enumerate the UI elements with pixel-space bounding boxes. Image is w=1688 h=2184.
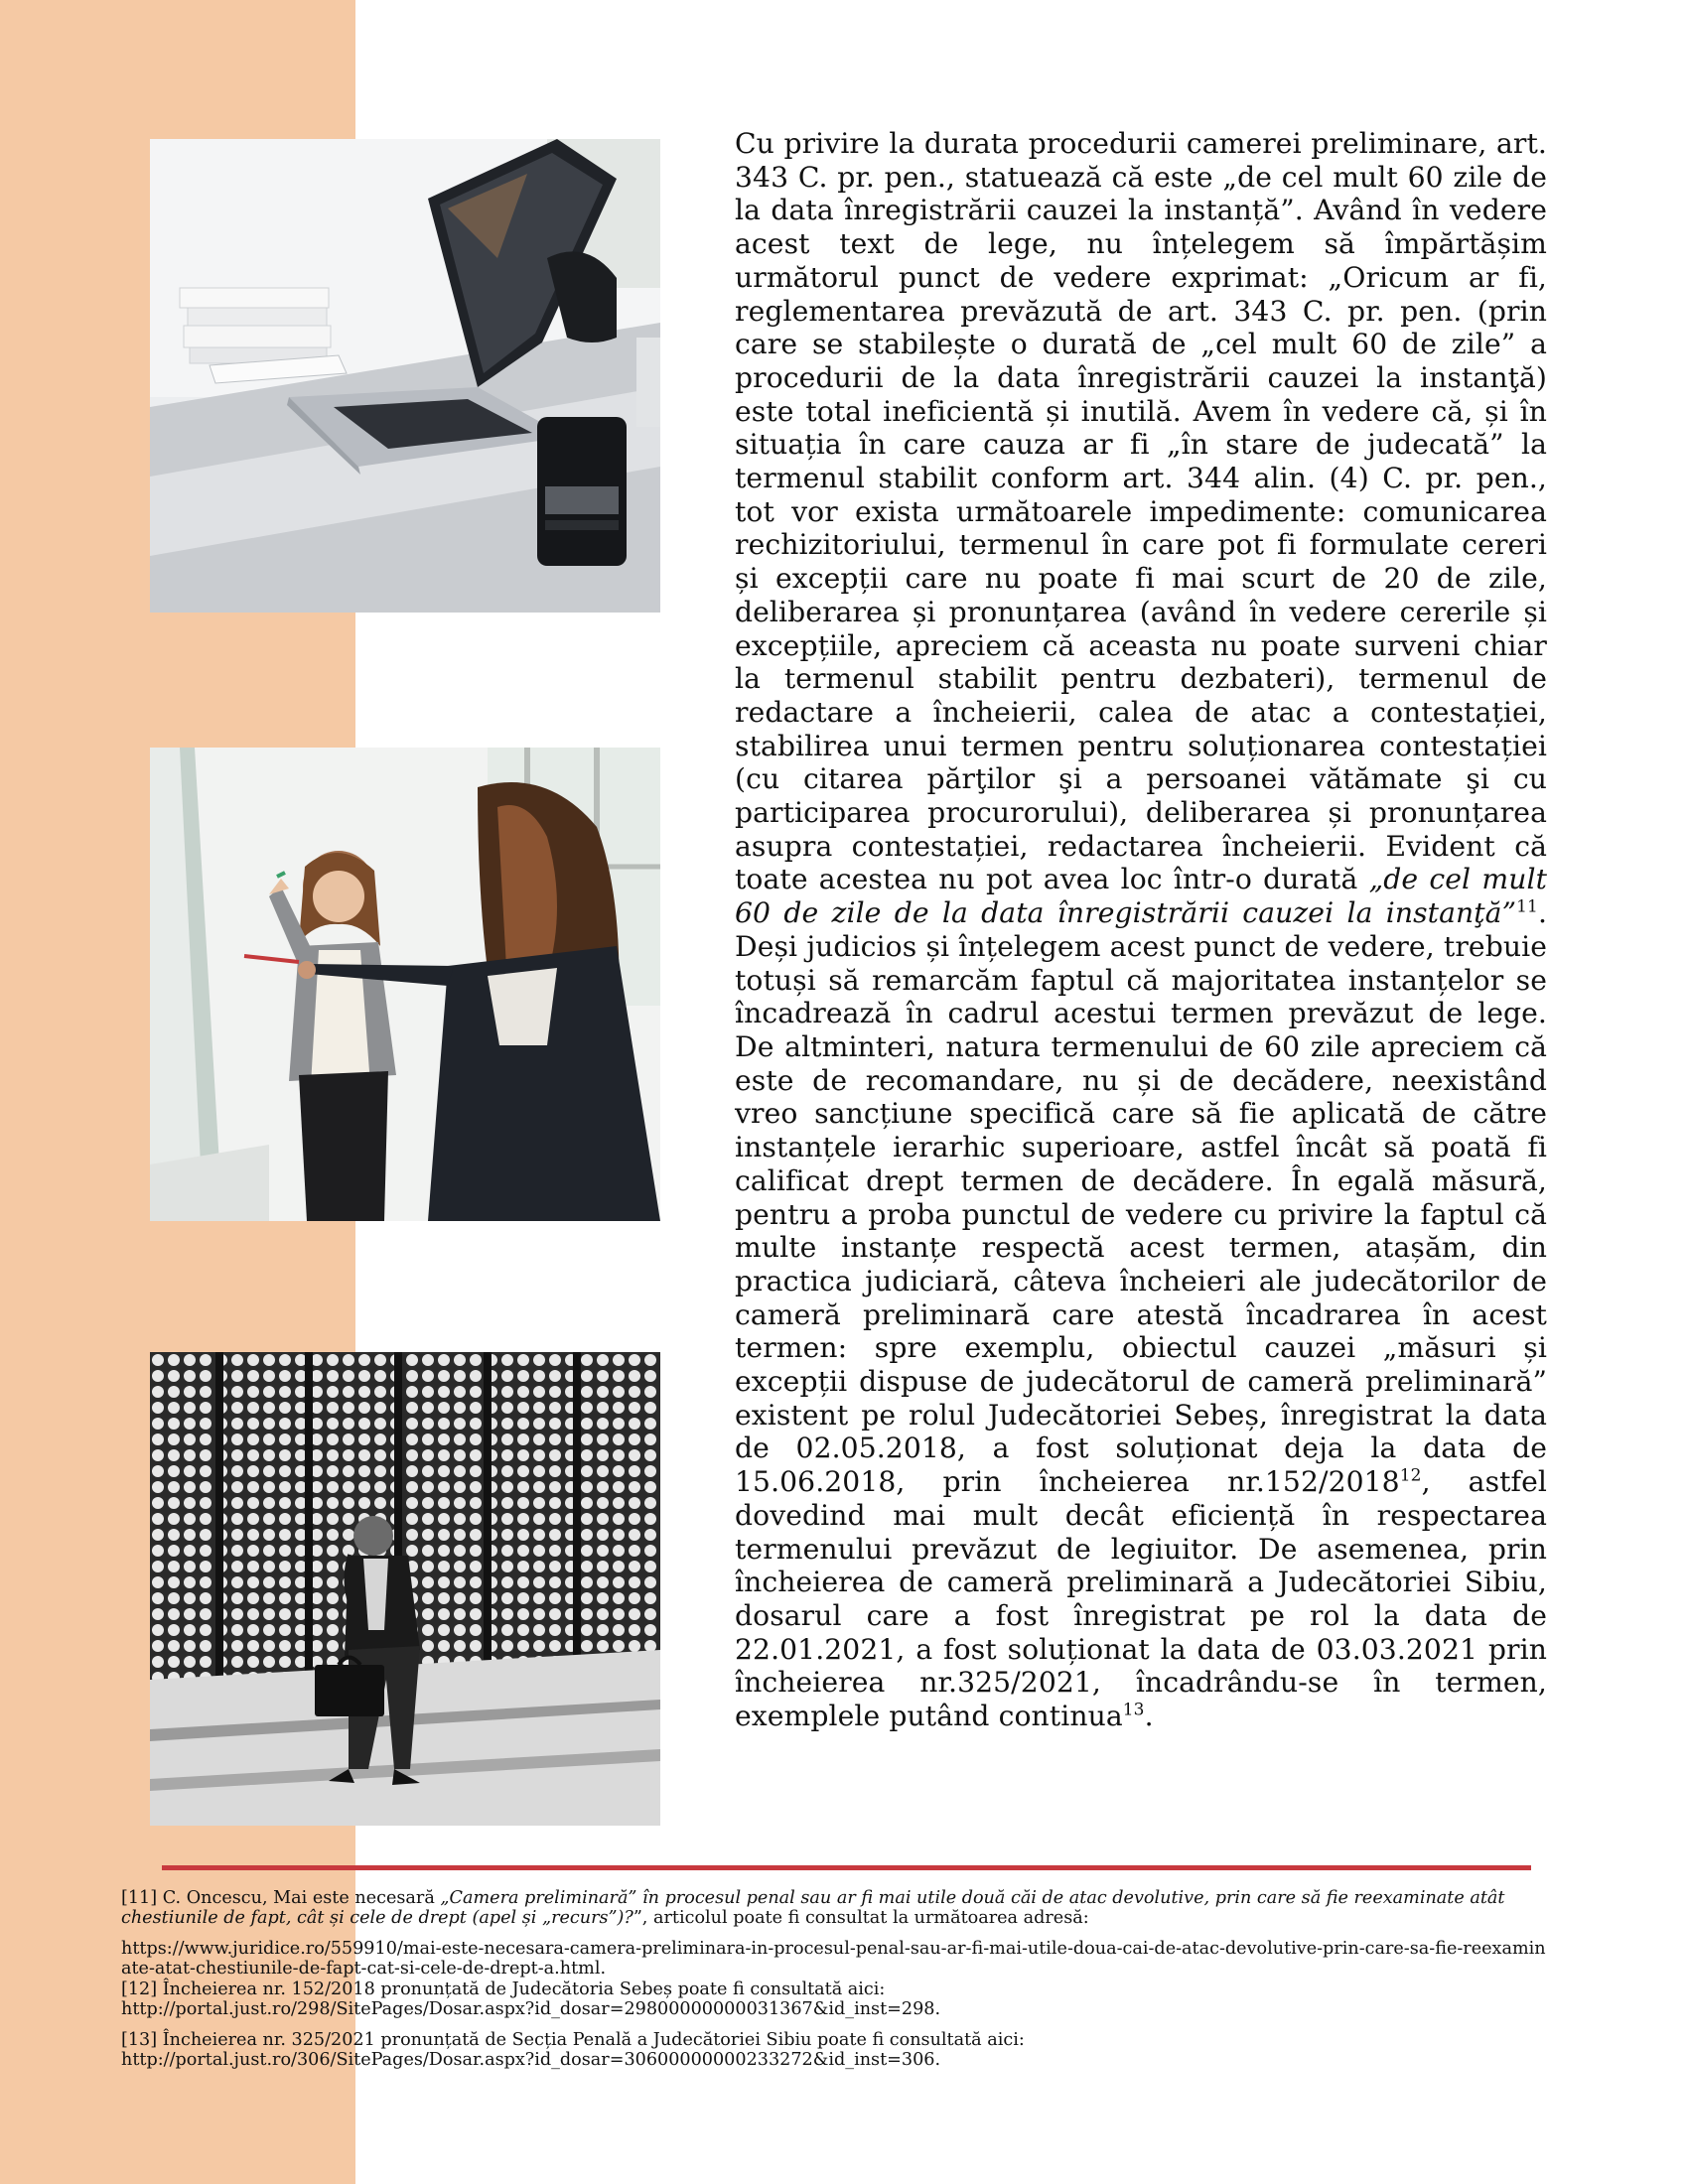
footnote-12: [12] Încheierea nr. 152/2018 pronunțată de Judecătoria Sebeș poate fi consultată aici: bbox=[121, 1979, 886, 1999]
footnote-13: [13] Încheierea nr. 325/2021 pronunțată de Secția Penală a Judecătoriei Sibiu poate fi consultată aici: bbox=[121, 2030, 1025, 2050]
footnotes-section bbox=[121, 1889, 1549, 2072]
footnote-ref-13[interactable]: 13 bbox=[1122, 1700, 1145, 1720]
photo-whiteboard-meeting bbox=[150, 748, 660, 1221]
footnote-11-prefix: [11] C. Oncescu, Mai este necesară bbox=[121, 1888, 441, 1908]
photo-man-briefcase bbox=[150, 1352, 660, 1826]
main-body-text bbox=[735, 127, 1547, 1733]
footnote-11-link[interactable]: https://www.juridice.ro/559910/mai-este-necesara-camera-preliminara-in-procesul-penal-sau-ar-fi-mai-utile-doua-cai-de-atac-devolutive-prin-care-sa-fie-reexaminate-atat-chestiunile-de-fapt-cat-si-cele-de-drept-a.html. bbox=[121, 1939, 1546, 1979]
main-text-part-2: . Deși judicios și înțelegem acest punct de vedere, trebuie totuși să remarcăm faptul că majoritatea instanțelor se încadrează în cadrul acestui termen prevăzut de lege. De altminteri, natura termenului de 60 zile apreciem că este de recomandare, nu și de decădere, neexistând vreo sancțiune specifică care să fie aplicată de către instanțele ierarhic superioare, astfel încât să poată fi calificat drept termen de decădere. În egală măsură, pentru a proba punctul de vedere cu privire la faptul că multe instanțe respectă acest termen, atașăm, din practica judiciară, câteva încheieri ale judecătorilor de cameră preliminară care atestă încadrarea în acest termen: spre exemplu, obiectul cauzei „măsuri și excepții dispuse de judecătorul de cameră preliminară” existent pe rolul Judecătoriei Sebeș, înregistrat la data de 02.05.2018, a fost soluționat deja la data de 15.06.2018, prin încheierea nr.152/2018 bbox=[735, 896, 1547, 1499]
footnote-11 bbox=[121, 1889, 1549, 1928]
photo-laptop-desk bbox=[150, 139, 660, 613]
footnote-divider bbox=[162, 1865, 1531, 1870]
main-text-part-3: , astfel dovedind mai mult decât eficiență în respectarea termenului prevăzut de legiuitor. De asemenea, prin încheierea de cameră preliminară a Judecătoriei Sibiu, dosarul care a fost înregistrat pe rol la data de 22.01.2021, a fost soluționat la data de 03.03.2021 prin încheierea nr.325/2021, încadrându-se în termen, exemplele putând continua bbox=[735, 1465, 1547, 1733]
footnote-ref-12[interactable]: 12 bbox=[1399, 1465, 1422, 1486]
footnote-ref-11[interactable]: 11 bbox=[1516, 896, 1538, 917]
main-text-quote-italic: „de cel mult 60 de zile de la data înregistrării cauzei la instanţă” bbox=[735, 863, 1547, 930]
main-text-part-1: Cu privire la durata procedurii camerei preliminare, art. 343 C. pr. pen., statuează că este „de cel mult 60 zile de la data înregistrării cauzei la instanță”. Având în vedere acest text de lege, nu înțelegem să împărtășim următorul punct de vedere exprimat: „Oricum ar fi, reglementarea prevăzută de art. 343 C. pr. pen. (prin care se stabilește o durată de „cel mult 60 de zile” a procedurii de la data înregistrării cauzei la instanţă) este total ineficientă și inutilă. Avem în vedere că, și în situația în care cauza ar fi „în stare de judecată” la termenul stabilit conform art. 344 alin. (4) C. pr. pen., tot vor exista următoarele impedimente: comunicarea rechizitoriului, termenul în care pot fi formulate cereri și excepții care nu poate fi mai scurt de 20 de zile, deliberarea și pronunțarea (având în vedere cererile și excepțiile, apreciem că aceasta nu poate surveni chiar la termenul stabilit pentru dezbateri), termenul de redactare a încheierii, calea de atac a contestației, stabilirea unui termen pentru soluționarea contestației (cu citarea părţilor şi a persoanei vătămate şi cu participarea procurorului), deliberarea și pronunțarea asupra contestației, redactarea încheierii. Evident că toate acestea nu pot avea loc într-o durată bbox=[735, 127, 1547, 896]
footnote-11-title: „Camera preliminară” în procesul penal sau ar fi mai utile două căi de atac devolutive, prin care să fie reexaminate atât chestiunile de fapt, cât și cele de drept (apel și „recurs”)? bbox=[121, 1888, 1505, 1928]
footnote-11-suffix: ”, articolul poate fi consultat la următoarea adresă: bbox=[633, 1907, 1089, 1928]
footnote-13-link[interactable]: http://portal.just.ro/306/SitePages/Dosar.aspx?id_dosar=30600000000233272&id_inst=306. bbox=[121, 2049, 941, 2070]
footnote-12-link[interactable]: http://portal.just.ro/298/SitePages/Dosar.aspx?id_dosar=29800000000031367&id_inst=298. bbox=[121, 1998, 941, 2019]
main-text-part-4: . bbox=[1144, 1700, 1154, 1733]
